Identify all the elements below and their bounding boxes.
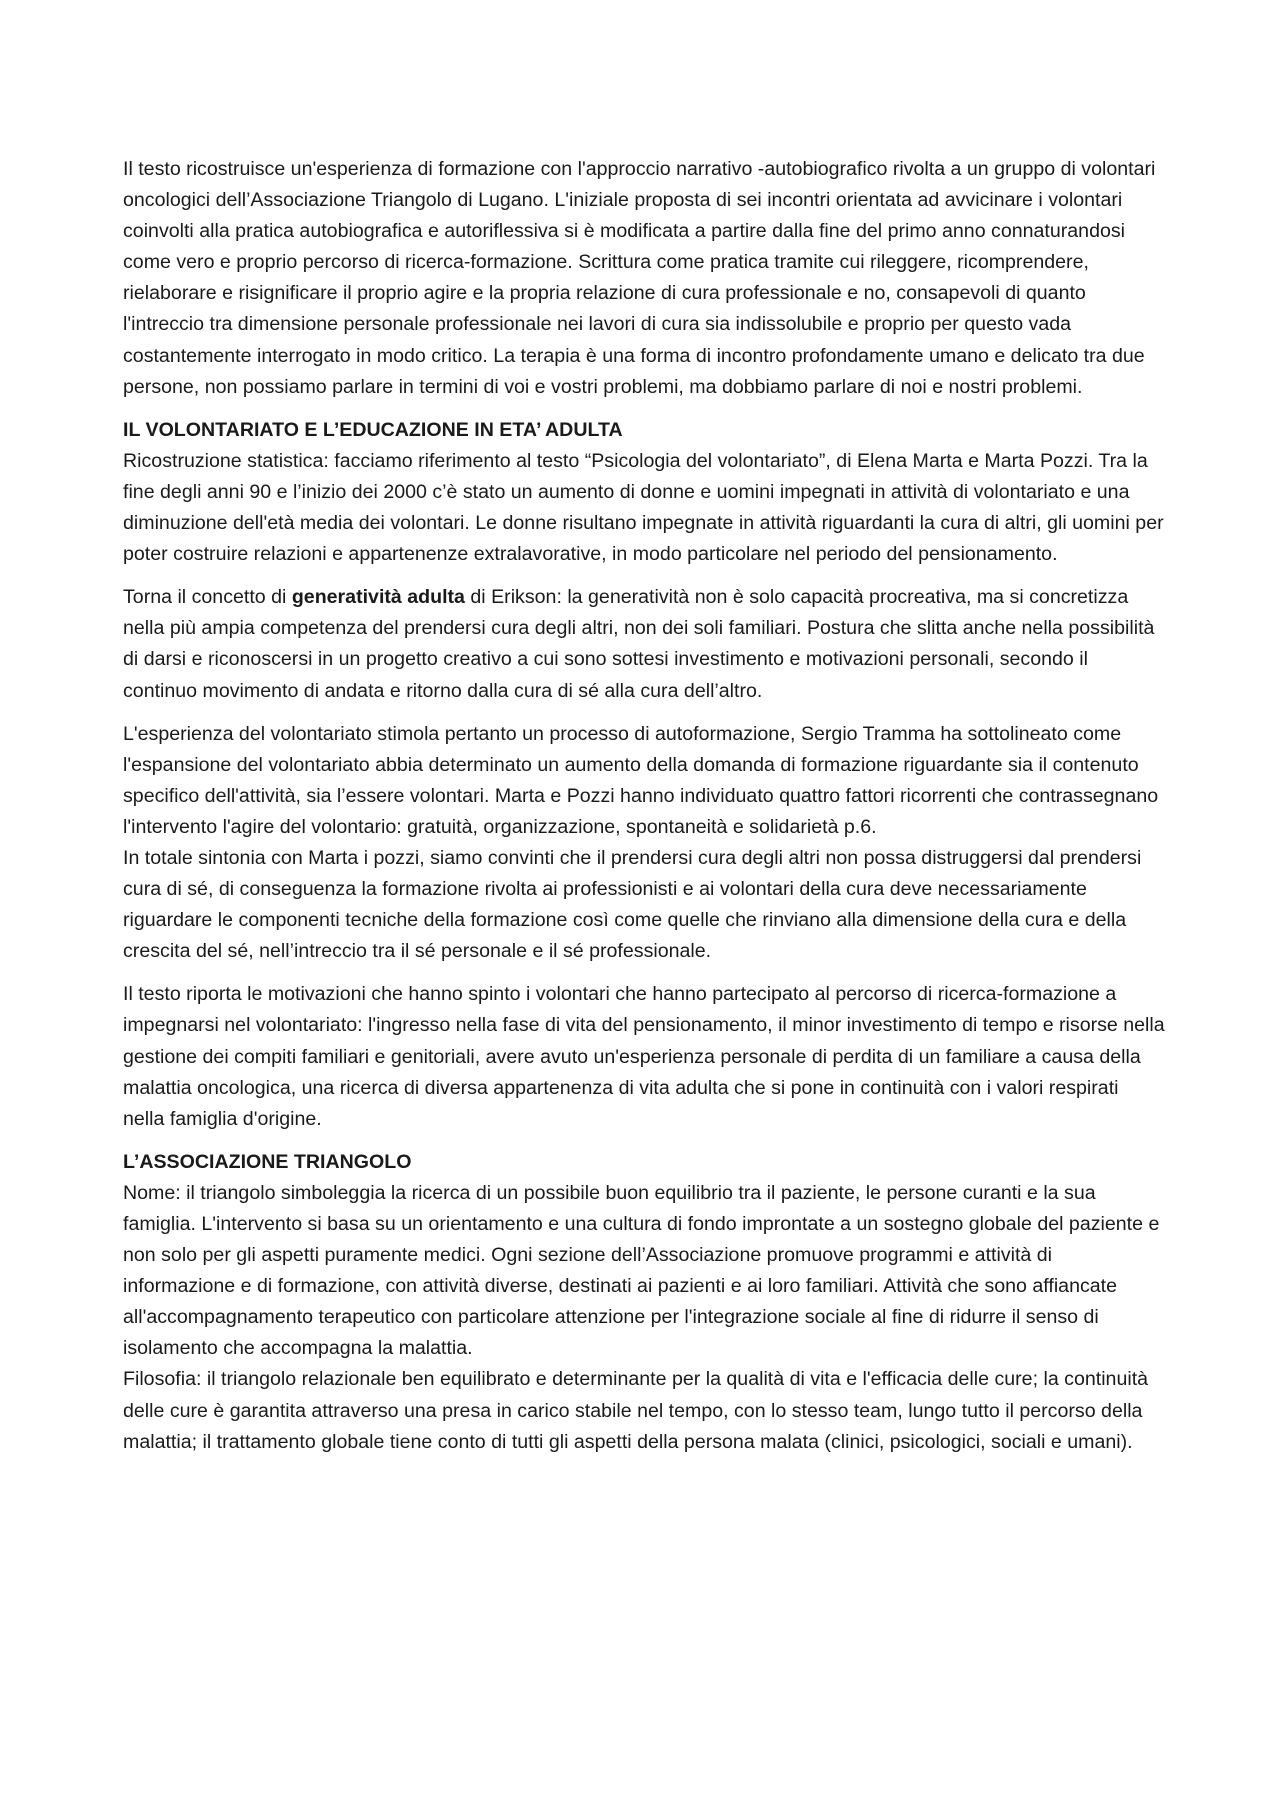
- section-heading-associazione: L’ASSOCIAZIONE TRIANGOLO: [123, 1150, 412, 1173]
- paragraph-motivazioni: Il testo riporta le motivazioni che hanno spinto i volontari che hanno partecipato al percorso di ricerca-formazione a impegnarsi nel volontariato: l'ingresso nella fase di vita del pensionamento, il minor investimento di tempo e risorse nella gestione dei compiti familiari e genitoriali, avere avuto un'esperienza personale di perdita di un familiare a causa della malattia oncologica, una ricerca di diversa appartenenza di vita adulta che si pone in continuità con i valori respirati nella famiglia d'origine.: [123, 983, 1165, 1130]
- text-run: Torna il concetto di: [123, 586, 292, 609]
- section-heading-volontariato: IL VOLONTARIATO E L’EDUCAZIONE IN ETA’ ADULTA: [123, 418, 623, 441]
- paragraph-generativita: [123, 582, 1165, 706]
- paragraph-filosofia: Filosofia: il triangolo relazionale ben equilibrato e determinante per la qualità di vita e l'efficacia delle cure; la continuità delle cure è garantita attraverso una presa in carico stabile nel tempo, con lo stesso team, lungo tutto il percorso della malattia; il trattamento globale tiene conto di tutti gli aspetti della persona malata (clinici, psicologici, sociali e umani).: [123, 1368, 1149, 1453]
- paragraph-sintonia: In totale sintonia con Marta i pozzi, siamo convinti che il prendersi cura degli altri non possa distruggersi dal prendersi cura di sé, di conseguenza la formazione rivolta ai professionisti e ai volontari della cura deve necessariamente riguardare le componenti tecniche della formazione così come quelle che rinviano alla dimensione della cura e della crescita del sé, nell’intreccio tra il sé personale e il sé professionale.: [123, 846, 1142, 963]
- section-associazione: [123, 1147, 1165, 1458]
- bold-term-generativita: generatività adulta: [291, 586, 465, 609]
- paragraph-statistica: Ricostruzione statistica: facciamo riferimento al testo “Psicologia del volontariato”, di Elena Marta e Marta Pozzi. Tra la fine degli anni 90 e l’inizio dei 2000 c’è stato un aumento di donne e uomini impegnati in attività di volontariato e una diminuzione dell'età media dei volontari. Le donne risultano impegnate in attività riguardanti la cura di altri, gli uomini per poter costruire relazioni e appartenenze extralavorative, in modo particolare nel periodo del pensionamento.: [123, 449, 1164, 566]
- paragraph-nome: Nome: il triangolo simboleggia la ricerca di un possibile buon equilibrio tra il paziente, le persone curanti e la sua famiglia. L'intervento si basa su un orientamento e una cultura di fondo improntate a un sostegno globale del paziente e non solo per gli aspetti puramente medici. Ogni sezione dell’Associazione promuove programmi e attività di informazione e di formazione, con attività diverse, destinati ai pazienti e ai loro familiari. Attività che sono affiancate all'accompagnamento terapeutico con particolare attenzione per l'integrazione sociale al fine di ridurre il senso di isolamento che accompagna la malattia.: [123, 1181, 1160, 1360]
- paragraph-autoformazione: L'esperienza del volontariato stimola pertanto un processo di autoformazione, Sergio Tramma ha sottolineato come l'espansione del volontariato abbia determinato un aumento della domanda di formazione riguardante sia il contenuto specifico dell'attività, sia l’essere volontari. Marta e Pozzi hanno individuato quattro fattori ricorrenti che contrassegnano l'intervento l'agire del volontario: gratuità, organizzazione, spontaneità e solidarietà p.6.: [123, 722, 1159, 838]
- intro-paragraph: Il testo ricostruisce un'esperienza di formazione con l'approccio narrativo -autobiografico rivolta a un gruppo di volontari oncologici dell’Associazione Triangolo di Lugano. L'iniziale proposta di sei incontri orientata ad avvicinare i volontari coinvolti alla pratica autobiografica e autoriflessiva si è modificata a partire dalla fine del primo anno connaturandosi come vero e proprio percorso di ricerca-formazione. Scrittura come pratica tramite cui rileggere, ricomprendere, rielaborare e risignificare il proprio agire e la propria relazione di cura professionale e no, consapevoli di quanto l'intreccio tra dimensione personale professionale nei lavori di cura sia indissolubile e proprio per questo vada costantemente interrogato in modo critico. La terapia è una forma di incontro profondamente umano e delicato tra due persone, non possiamo parlare in termini di voi e vostri problemi, ma dobbiamo parlare di noi e nostri problemi.: [123, 158, 1156, 398]
- text-run: di Erikson: la generatività non è solo capacità procreativa, ma si concretizza nella più ampia competenza del prendersi cura degli altri, non dei soli familiari. Postura che slitta anche nella possibilità di darsi e riconoscersi in un progetto creativo a cui sono sottesi investimento e motivazioni personali, secondo il continuo movimento di andata e ritorno dalla cura di sé alla cura dell’altro.: [123, 586, 1155, 702]
- section-volontariato: [123, 415, 1165, 1135]
